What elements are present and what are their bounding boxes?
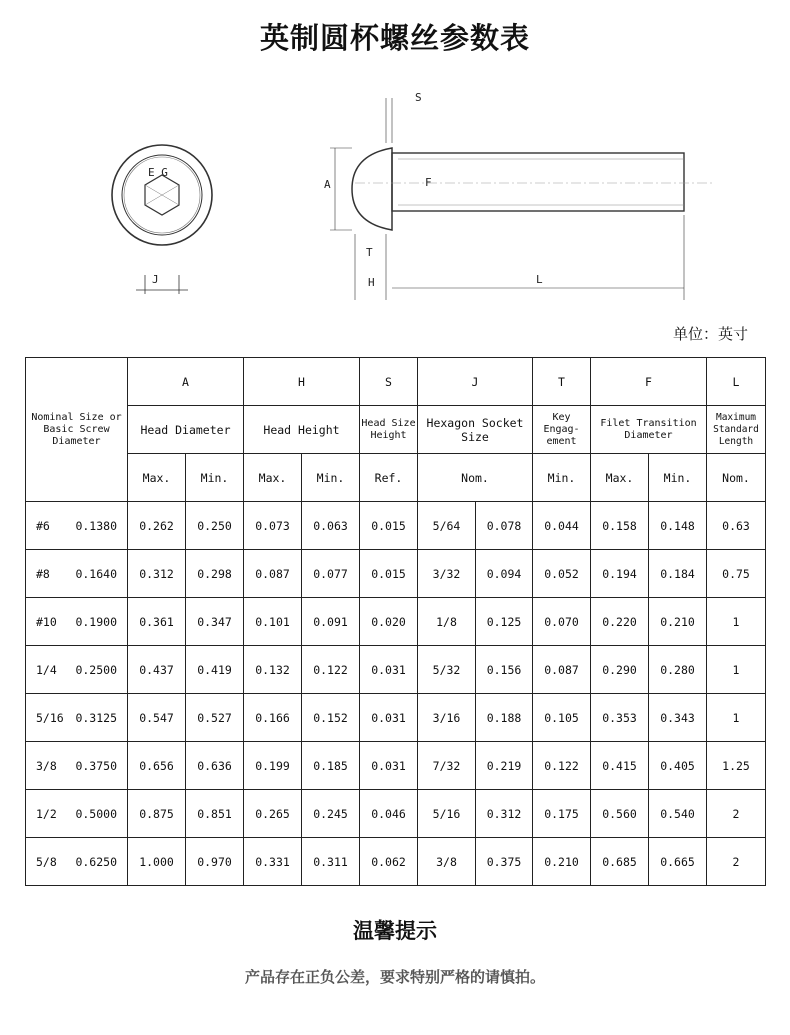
cell-s: 0.015 — [360, 550, 418, 598]
cell-j-dec: 0.125 — [476, 598, 533, 646]
sub-a-min: Min. — [186, 454, 244, 502]
cell-t: 0.044 — [533, 502, 591, 550]
cell-a-min: 0.347 — [186, 598, 244, 646]
cell-t: 0.087 — [533, 646, 591, 694]
side-view — [330, 98, 715, 300]
nominal-size-cell — [26, 790, 128, 838]
label-eg: E G — [148, 166, 168, 179]
cell-f-max: 0.415 — [591, 742, 649, 790]
cell-s: 0.031 — [360, 646, 418, 694]
cell-t: 0.210 — [533, 838, 591, 886]
header-letter-row — [26, 358, 766, 406]
cell-l: 1.25 — [707, 742, 766, 790]
size-label: 1/2 — [36, 806, 57, 821]
label-f: F — [425, 176, 432, 189]
header-f: F — [591, 358, 707, 406]
sub-h-max: Max. — [244, 454, 302, 502]
cell-a-min: 0.527 — [186, 694, 244, 742]
header-a: A — [128, 358, 244, 406]
cell-f-max: 0.685 — [591, 838, 649, 886]
nominal-size-cell — [26, 598, 128, 646]
tip-title: 温馨提示 — [353, 919, 437, 943]
cell-f-max: 0.194 — [591, 550, 649, 598]
cell-h-max: 0.132 — [244, 646, 302, 694]
cell-f-min: 0.343 — [649, 694, 707, 742]
cell-l: 1 — [707, 598, 766, 646]
sub-a-max: Max. — [128, 454, 186, 502]
table-row — [26, 790, 766, 838]
size-label: #8 — [36, 566, 50, 581]
basic-diameter: 0.6250 — [75, 854, 117, 869]
size-label: #6 — [36, 518, 50, 533]
cell-f-min: 0.184 — [649, 550, 707, 598]
label-t: T — [366, 246, 373, 259]
nominal-size-cell — [26, 550, 128, 598]
nominal-size-cell — [26, 646, 128, 694]
sub-f-max: Max. — [591, 454, 649, 502]
cell-j-frac: 1/8 — [418, 598, 476, 646]
cell-a-min: 0.970 — [186, 838, 244, 886]
cell-f-min: 0.148 — [649, 502, 707, 550]
label-l: L — [536, 273, 543, 286]
cell-f-max: 0.353 — [591, 694, 649, 742]
cell-a-max: 0.361 — [128, 598, 186, 646]
spec-table-body — [26, 358, 766, 886]
cell-s: 0.015 — [360, 502, 418, 550]
name-filet-transition-diameter: Filet Transition Diameter — [591, 406, 707, 454]
cell-f-max: 0.158 — [591, 502, 649, 550]
cell-a-min: 0.250 — [186, 502, 244, 550]
cell-t: 0.105 — [533, 694, 591, 742]
size-label: 5/16 — [36, 710, 64, 725]
cell-a-min: 0.851 — [186, 790, 244, 838]
header-h: H — [244, 358, 360, 406]
size-label: 3/8 — [36, 758, 57, 773]
cell-h-min: 0.185 — [302, 742, 360, 790]
cell-a-max: 0.656 — [128, 742, 186, 790]
cell-a-max: 0.875 — [128, 790, 186, 838]
table-row — [26, 598, 766, 646]
cell-h-min: 0.245 — [302, 790, 360, 838]
nominal-size-cell — [26, 694, 128, 742]
cell-l: 2 — [707, 790, 766, 838]
table-row — [26, 742, 766, 790]
tip-text: 产品存在正负公差，要求特别严格的请慎拍。 — [244, 968, 545, 986]
cell-l: 2 — [707, 838, 766, 886]
cell-l: 0.75 — [707, 550, 766, 598]
cell-j-dec: 0.078 — [476, 502, 533, 550]
basic-diameter: 0.1640 — [75, 566, 117, 581]
nominal-size-cell — [26, 838, 128, 886]
cell-s: 0.046 — [360, 790, 418, 838]
cell-l: 1 — [707, 646, 766, 694]
size-label: 1/4 — [36, 662, 57, 677]
header-j: J — [418, 358, 533, 406]
name-max-standard-length: Maximum Standard Length — [707, 406, 766, 454]
size-label: #10 — [36, 614, 57, 629]
cell-t: 0.052 — [533, 550, 591, 598]
header-name-row — [26, 406, 766, 454]
cell-t: 0.070 — [533, 598, 591, 646]
cell-a-min: 0.636 — [186, 742, 244, 790]
cell-h-max: 0.331 — [244, 838, 302, 886]
cell-h-max: 0.166 — [244, 694, 302, 742]
table-row — [26, 502, 766, 550]
label-h: H — [368, 276, 375, 289]
sub-h-min: Min. — [302, 454, 360, 502]
nominal-size-cell — [26, 502, 128, 550]
label-s: S — [415, 91, 422, 104]
basic-diameter: 0.5000 — [75, 806, 117, 821]
cell-h-min: 0.063 — [302, 502, 360, 550]
sub-f-min: Min. — [649, 454, 707, 502]
cell-h-max: 0.265 — [244, 790, 302, 838]
table-row — [26, 694, 766, 742]
cell-f-min: 0.210 — [649, 598, 707, 646]
table-row — [26, 646, 766, 694]
cell-a-max: 0.312 — [128, 550, 186, 598]
cell-h-min: 0.152 — [302, 694, 360, 742]
cell-s: 0.031 — [360, 742, 418, 790]
cell-f-max: 0.560 — [591, 790, 649, 838]
cell-s: 0.031 — [360, 694, 418, 742]
cell-f-min: 0.405 — [649, 742, 707, 790]
cell-j-frac: 5/16 — [418, 790, 476, 838]
size-label: 5/8 — [36, 854, 57, 869]
cell-j-dec: 0.156 — [476, 646, 533, 694]
cell-j-dec: 0.094 — [476, 550, 533, 598]
page-title: 英制圆杯螺丝参数表 — [259, 21, 530, 55]
basic-diameter: 0.3750 — [75, 758, 117, 773]
cell-h-max: 0.101 — [244, 598, 302, 646]
cell-j-dec: 0.219 — [476, 742, 533, 790]
cell-h-max: 0.199 — [244, 742, 302, 790]
sub-l-nom: Nom. — [707, 454, 766, 502]
cell-a-min: 0.419 — [186, 646, 244, 694]
cell-j-dec: 0.375 — [476, 838, 533, 886]
basic-diameter: 0.1900 — [75, 614, 117, 629]
cell-f-max: 0.220 — [591, 598, 649, 646]
cell-t: 0.122 — [533, 742, 591, 790]
nominal-header: Nominal Size or Basic Screw Diameter — [26, 358, 128, 502]
cell-j-frac: 3/32 — [418, 550, 476, 598]
cell-l: 1 — [707, 694, 766, 742]
header-l: L — [707, 358, 766, 406]
cell-j-frac: 5/32 — [418, 646, 476, 694]
spec-table — [25, 357, 766, 886]
cell-l: 0.63 — [707, 502, 766, 550]
cell-j-frac: 5/64 — [418, 502, 476, 550]
cell-f-max: 0.290 — [591, 646, 649, 694]
cell-f-min: 0.280 — [649, 646, 707, 694]
label-j: J — [152, 273, 159, 286]
sub-j-nom: Nom. — [418, 454, 533, 502]
table-row — [26, 550, 766, 598]
name-hexagon-socket-size: Hexagon Socket Size — [418, 406, 533, 454]
cell-j-frac: 7/32 — [418, 742, 476, 790]
cell-h-min: 0.122 — [302, 646, 360, 694]
name-head-size-height: Head Size Height — [360, 406, 418, 454]
cell-f-min: 0.665 — [649, 838, 707, 886]
header-t: T — [533, 358, 591, 406]
cell-j-frac: 3/16 — [418, 694, 476, 742]
table-row — [26, 838, 766, 886]
unit-label: 单位：英寸 — [672, 325, 748, 343]
cell-j-dec: 0.312 — [476, 790, 533, 838]
cell-h-min: 0.091 — [302, 598, 360, 646]
cell-f-min: 0.540 — [649, 790, 707, 838]
cell-a-max: 0.547 — [128, 694, 186, 742]
basic-diameter: 0.2500 — [75, 662, 117, 677]
cell-h-max: 0.087 — [244, 550, 302, 598]
header-sub-row — [26, 454, 766, 502]
cell-a-max: 0.262 — [128, 502, 186, 550]
cell-h-min: 0.311 — [302, 838, 360, 886]
sub-s-ref: Ref. — [360, 454, 418, 502]
label-a: A — [324, 178, 331, 191]
cell-t: 0.175 — [533, 790, 591, 838]
cell-h-max: 0.073 — [244, 502, 302, 550]
cell-j-frac: 3/8 — [418, 838, 476, 886]
basic-diameter: 0.3125 — [75, 710, 117, 725]
cell-s: 0.020 — [360, 598, 418, 646]
sub-t-min: Min. — [533, 454, 591, 502]
screw-drawing — [0, 80, 790, 310]
cell-a-max: 0.437 — [128, 646, 186, 694]
cell-j-dec: 0.188 — [476, 694, 533, 742]
cell-a-max: 1.000 — [128, 838, 186, 886]
name-head-height: Head Height — [244, 406, 360, 454]
basic-diameter: 0.1380 — [75, 518, 117, 533]
cell-a-min: 0.298 — [186, 550, 244, 598]
name-head-diameter: Head Diameter — [128, 406, 244, 454]
name-key-engagement: Key Engag- ement — [533, 406, 591, 454]
nominal-size-cell — [26, 742, 128, 790]
cell-h-min: 0.077 — [302, 550, 360, 598]
cell-s: 0.062 — [360, 838, 418, 886]
header-s: S — [360, 358, 418, 406]
